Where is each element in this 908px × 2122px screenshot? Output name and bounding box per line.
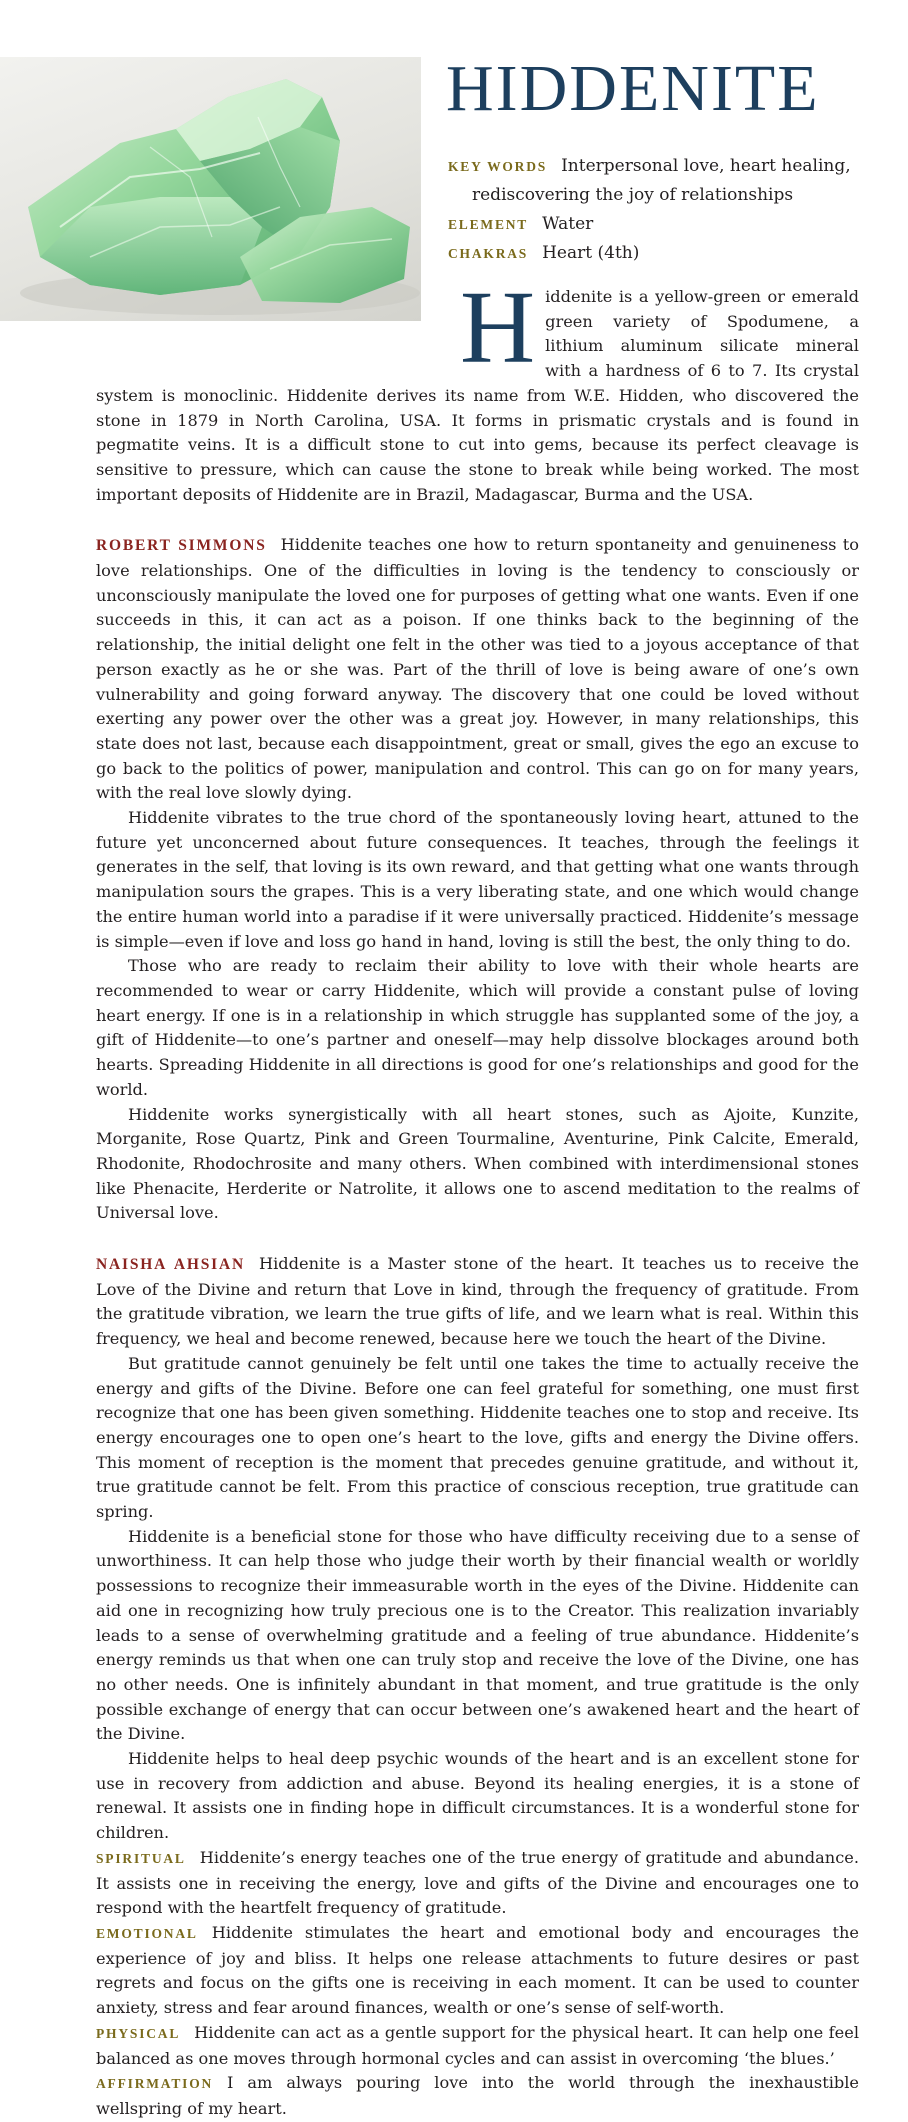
spiritual-section xyxy=(96,1846,859,1921)
author-simmons: ROBERT SIMMONS xyxy=(96,537,267,555)
drop-cap: H xyxy=(460,270,536,385)
affirmation-section xyxy=(96,2071,859,2121)
keywords-value: Interpersonal love, heart healing, rediscovering the joy of relationships xyxy=(472,156,851,205)
intro-text: iddenite is a yellow-green or emerald green variety of Spodumene, a lithium aluminum silicate mineral with a hardness of 6 to 7. Its crystal system is monoclinic. Hiddenite derives its name from W.E. Hidden, who discovered the stone in 1879 in North Carolina, USA. It forms in prismatic crystals and is found in pegmatite veins. It is a difficult stone to cut into gems, because its perfect cleavage is sensitive to pressure, which can cause the stone to break while being worked. The most important deposits of Hiddenite are in Brazil, Madagascar, Burma and the USA. xyxy=(96,287,859,504)
keywords-row xyxy=(448,152,878,210)
emotional-section xyxy=(96,1921,859,2021)
physical-label: PHYSICAL xyxy=(96,2025,181,2041)
chakras-row xyxy=(448,239,878,268)
affirmation-text: I am always pouring love into the world through the inexhaustible wellspring of my heart. xyxy=(96,2073,859,2118)
ahsian-paragraph-3: Hiddenite is a beneficial stone for those who have difficulty receiving due to a sense of unworthiness. It can help those who judge their worth by their financial wealth or worldly possessions to recognize their immeasurable worth in the eyes of the Divine. Hiddenite can aid one in recognizing how truly precious one is to the Creator. This realization invariably leads to a sense of overwhelming gratitude and a feeling of true abundance. Hiddenite’s energy reminds us that when one can truly stop and receive the love of the Divine, one has no other needs. One is infinitely abundant in that moment, and true gratitude is the only possible exchange of energy that can occur between one’s awakened heart and the heart of the Divine. xyxy=(96,1526,859,1744)
hiddenite-crystal-photo xyxy=(0,57,421,321)
chakras-value: Heart (4th) xyxy=(542,243,640,263)
element-row xyxy=(448,210,878,239)
crystal-illustration xyxy=(0,57,421,321)
page-title: HIDDENITE xyxy=(446,52,820,125)
ahsian-paragraph-4: Hiddenite helps to heal deep psychic wounds of the heart and is an excellent stone for use in recovery from addiction and abuse. Beyond its healing energies, it is a stone of renewal. It assists one in finding hope in difficult circumstances. It is a wonderful stone for children. xyxy=(96,1749,859,1843)
simmons-paragraph-3: Those who are ready to reclaim their ability to love with their whole hearts are recommended to wear or carry Hiddenite, which will provide a constant pulse of loving heart energy. If one is in a relationship in which struggle has supplanted some of the joy, a gift of Hiddenite—to one’s partner and oneself—may help dissolve blockages around both hearts. Spreading Hiddenite in all directions is good for one’s relationships and good for the world. xyxy=(96,956,859,1099)
spiritual-text: Hiddenite’s energy teaches one of the true energy of gratitude and abundance. It assists one in receiving the energy, love and gifts of the Divine and encourages one to respond with the heartfelt frequency of gratitude. xyxy=(96,1847,859,1918)
emotional-label: EMOTIONAL xyxy=(96,1926,198,1941)
ahsian-paragraph-1 xyxy=(96,1252,859,1352)
ahsian-paragraph-2: But gratitude cannot genuinely be felt until one takes the time to actually receive the energy and gifts of the Divine. Before one can feel grateful for something, one must first recognize that one has been given something. Hiddenite teaches one to stop and receive. Its energy encourages one to open one’s heart to the love, gifts and energy the Divine offers. This moment of reception is the moment that precedes genuine gratitude, and without it, true gratitude cannot be felt. From this practice of conscious reception, true gratitude can spring. xyxy=(96,1353,859,1522)
physical-section xyxy=(96,2021,859,2071)
element-label: ELEMENT xyxy=(448,217,529,232)
photo-wrap-spacer xyxy=(0,285,460,359)
author-ahsian: NAISHA AHSIAN xyxy=(96,1256,245,1274)
meta-block xyxy=(448,152,878,268)
affirmation-label: AFFIRMATION xyxy=(96,2076,214,2092)
element-value: Water xyxy=(542,214,594,234)
spiritual-label: SPIRITUAL xyxy=(96,1850,186,1866)
chakras-label: CHAKRAS xyxy=(448,246,529,261)
simmons-paragraph-4: Hiddenite works synergistically with all heart stones, such as Ajoite, Kunzite, Morganite, Rose Quartz, Pink and Green Tourmaline, Aventurine, Pink Calcite, Emerald, Rhodonite, Rhodochrosite and many others. When combined with interdimensional stones like Phenacite, Herderite or Natrolite, it allows one to ascend meditation to the realms of Universal love. xyxy=(96,1104,859,1223)
physical-text: Hiddenite can act as a gentle support for the physical heart. It can help one feel balanced as one moves through hormonal cycles and can assist in overcoming ‘the blues.’ xyxy=(96,2022,859,2068)
article-body xyxy=(96,270,859,2122)
keywords-label: KEY WORDS xyxy=(448,159,548,174)
simmons-text-1: Hiddenite teaches one how to return spontaneity and genuineness to love relationships. One of the difficulties in loving is the tendency to consciously or unconsciously manipulate the loved one for purposes of getting what one wants. Even if one succeeds in this, it can act as a poison. If one thinks back to the beginning of the relationship, the initial delight one felt in the other was tied to a joyous acceptance of that person exactly as he or she was. Part of the thrill of love is being aware of one’s own vulnerability and going forward anyway. The discovery that one could be loved without exerting any power over the other was a great joy. However, in many relationships, this state does not last, because each disappointment, great or small, gives the ego an excuse to go back to the politics of power, manipulation and control. This can go on for many years, with the real love slowly dying. xyxy=(96,535,859,803)
emotional-text: Hiddenite stimulates the heart and emotional body and encourages the experience of joy and bliss. It helps one release attachments to future desires or past regrets and focus on the gifts one is receiving in each moment. It can be used to counter anxiety, stress and fear around finances, wealth or one’s sense of self-worth. xyxy=(96,1923,859,2018)
simmons-paragraph-1 xyxy=(96,533,859,806)
simmons-paragraph-2: Hiddenite vibrates to the true chord of the spontaneously loving heart, attuned to the future yet unconcerned about future consequences. It teaches, through the feelings it generates in the self, that loving is its own reward, and that getting what one wants through manipulation sours the grapes. This is a very liberating state, and one which would change the entire human world into a paradise if it were universally practiced. Hiddenite’s message is simple—even if love and loss go hand in hand, loving is still the best, the only thing to do. xyxy=(96,808,859,951)
ahsian-text-1: Hiddenite is a Master stone of the heart. It teaches us to receive the Love of the Divine and return that Love in kind, through the frequency of gratitude. From the gratitude vibration, we learn the true gifts of life, and we learn what is real. Within this frequency, we heal and become renewed, because here we touch the heart of the Divine. xyxy=(96,1254,859,1349)
